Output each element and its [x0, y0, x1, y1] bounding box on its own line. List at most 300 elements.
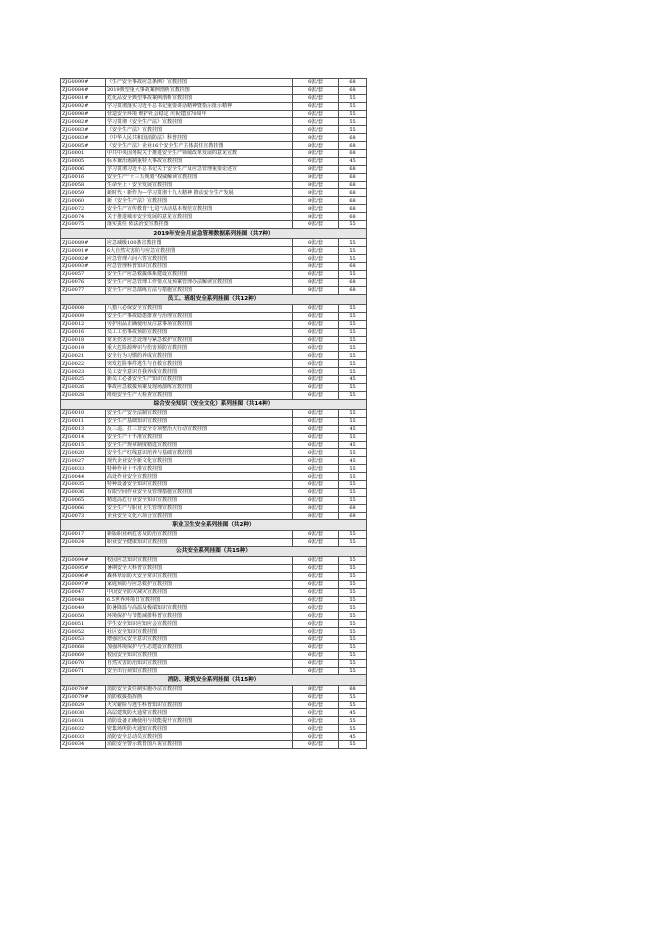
item-name-cell: 家庭预防与应急救护宣教挂图 [106, 580, 293, 588]
item-code-cell: ZJG0011 [61, 417, 106, 425]
item-code-cell: ZJG0083# [61, 134, 106, 142]
table-row [61, 255, 367, 263]
item-name-cell: 职业安全健康知识宣教挂图 [106, 538, 293, 546]
table-row [61, 496, 367, 504]
item-price-cell: 55 [339, 628, 367, 636]
item-price-cell: 55 [339, 481, 367, 489]
item-name-cell: 自然灾害防治知识宣教挂图 [106, 659, 293, 667]
item-code-cell: ZJG0010 [61, 410, 106, 418]
item-unit-cell: 6张/套 [293, 651, 339, 659]
item-unit-cell: 6张/套 [293, 126, 339, 134]
item-unit-cell: 6张/套 [293, 725, 339, 733]
item-name-cell: 暑期安全大科普宣教挂图 [106, 564, 293, 572]
item-unit-cell: 6张/套 [293, 320, 339, 328]
item-code-cell: ZJG0089# [61, 239, 106, 247]
item-price-cell: 55 [339, 360, 367, 368]
item-unit-cell: 6张/套 [293, 596, 339, 604]
item-name-cell: 社区安全知识宣教挂图 [106, 628, 293, 636]
item-unit-cell: 6张/套 [293, 457, 339, 465]
section-header [61, 675, 367, 685]
item-unit-cell: 8张/套 [293, 197, 339, 205]
item-unit-cell: 6张/套 [293, 79, 339, 87]
item-code-cell: ZJG0019 [61, 344, 106, 352]
item-unit-cell: 6张/套 [293, 391, 339, 399]
item-unit-cell: 6张/套 [293, 410, 339, 418]
item-unit-cell: 8张/套 [293, 173, 339, 181]
table-row [61, 189, 367, 197]
item-unit-cell: 6张/套 [293, 441, 339, 449]
item-unit-cell: 6张/套 [293, 344, 339, 352]
price-list-body [61, 79, 367, 749]
item-unit-cell: 6张/套 [293, 530, 339, 538]
item-unit-cell: 6张/套 [293, 604, 339, 612]
item-name-cell: 精选高危行业安全知识宣教挂图 [106, 496, 293, 504]
item-name-cell: 新版职业病危害及防治宣教挂图 [106, 530, 293, 538]
item-code-cell: ZJG0083# [61, 126, 106, 134]
item-unit-cell: 6张/套 [293, 496, 339, 504]
item-code-cell: ZJG0096# [61, 572, 106, 580]
item-price-cell: 55 [339, 391, 367, 399]
item-price-cell: 55 [339, 701, 367, 709]
section-title: 2019年安全月应急管理数据系列挂图（共7种） [61, 228, 367, 238]
item-code-cell: ZJG0077 [61, 286, 106, 294]
item-code-cell: ZJG0084# [61, 86, 106, 94]
item-price-cell: 68 [339, 79, 367, 87]
item-unit-cell: 6张/套 [293, 425, 339, 433]
table-row [61, 165, 367, 173]
item-price-cell: 55 [339, 651, 367, 659]
item-unit-cell: 6张/套 [293, 572, 339, 580]
item-unit-cell: 6张/套 [293, 94, 339, 102]
item-price-cell: 55 [339, 383, 367, 391]
item-code-cell: ZJG0016 [61, 173, 106, 181]
item-price-cell: 55 [339, 344, 367, 352]
item-code-cell: ZJG0001 [61, 150, 106, 158]
item-name-cell: 环境保护与节能减排科普宣教挂图 [106, 612, 293, 620]
item-price-cell: 55 [339, 410, 367, 418]
item-code-cell: ZJG0076 [61, 278, 106, 286]
item-name-cell: 学习贯彻《安全生产法》宣教挂图 [106, 118, 293, 126]
item-unit-cell: 8张/套 [293, 286, 339, 294]
table-row [61, 580, 367, 588]
item-price-cell: 55 [339, 126, 367, 134]
table-row [61, 685, 367, 693]
item-unit-cell: 6张/套 [293, 580, 339, 588]
item-code-cell: ZJG0020 [61, 449, 106, 457]
item-unit-cell: 6张/套 [293, 481, 339, 489]
item-price-cell: 68 [339, 278, 367, 286]
item-code-cell: ZJG0091# [61, 247, 106, 255]
item-unit-cell: 6张/套 [293, 733, 339, 741]
item-name-cell: 企业安全文化六项合宣教挂图 [106, 512, 293, 520]
table-row [61, 628, 367, 636]
item-name-cell: 增强居民安全意识宣教挂图 [106, 635, 293, 643]
item-code-cell: ZJG0099# [61, 79, 106, 87]
item-unit-cell: 8张/套 [293, 685, 339, 693]
item-price-cell: 55 [339, 635, 367, 643]
item-name-cell: 安全生产规章制度精选宣教挂图 [106, 441, 293, 449]
item-name-cell: 安全生产应急管理工作要点及预案管理办法解读宣教挂图 [106, 278, 293, 286]
table-row [61, 449, 367, 457]
item-name-cell: 消防安全警示教育图片说宣教挂图 [106, 741, 293, 749]
item-name-cell: 高处作业安全宣教挂图 [106, 473, 293, 481]
table-row [61, 181, 367, 189]
item-name-cell: 防暑降温与高温及极端知识宣教挂图 [106, 604, 293, 612]
item-unit-cell: 6张/套 [293, 383, 339, 391]
item-code-cell: ZJG0052 [61, 628, 106, 636]
table-row [61, 417, 367, 425]
item-price-cell: 55 [339, 643, 367, 651]
item-price-cell: 55 [339, 221, 367, 229]
table-row [61, 441, 367, 449]
item-price-cell: 55 [339, 110, 367, 118]
item-price-cell: 55 [339, 717, 367, 725]
table-row [61, 635, 367, 643]
item-name-cell: 现代企业安全新文化宣教挂图 [106, 457, 293, 465]
item-code-cell: ZJG0033 [61, 465, 106, 473]
table-row [61, 94, 367, 102]
table-row [61, 410, 367, 418]
item-unit-cell: 6张/套 [293, 336, 339, 344]
item-code-cell: ZJG0017 [61, 530, 106, 538]
item-unit-cell: 6张/套 [293, 239, 339, 247]
item-unit-cell: 6张/套 [293, 247, 339, 255]
item-name-cell: 反三违、打三非安全专项整治大行动宣教挂图 [106, 425, 293, 433]
table-row [61, 741, 367, 749]
item-name-cell: 学生安全知识应知应会宣教挂图 [106, 620, 293, 628]
item-code-cell: ZJG0065 [61, 496, 106, 504]
item-name-cell: 《安全生产法》宣教挂图 [106, 126, 293, 134]
item-unit-cell: 8张/套 [293, 181, 339, 189]
item-price-cell: 55 [339, 102, 367, 110]
item-price-cell: 45 [339, 425, 367, 433]
item-unit-cell: 6张/套 [293, 488, 339, 496]
table-row [61, 134, 367, 142]
item-unit-cell: 6张/套 [293, 557, 339, 565]
item-unit-cell: 8张/套 [293, 213, 339, 221]
item-name-cell: 中国安全防灾减灾宣教挂图 [106, 588, 293, 596]
table-row [61, 433, 367, 441]
item-code-cell: ZJG0053 [61, 635, 106, 643]
item-code-cell: ZJG0069 [61, 651, 106, 659]
table-row [61, 596, 367, 604]
item-name-cell: 6大自然灾害防与应急宣教挂图 [106, 247, 293, 255]
item-unit-cell: 6张/套 [293, 659, 339, 667]
item-unit-cell: 6张/套 [293, 375, 339, 383]
table-row [61, 693, 367, 701]
item-code-cell: ZJG0035 [61, 481, 106, 489]
section-header [61, 228, 367, 238]
table-row [61, 360, 367, 368]
item-unit-cell: 6张/套 [293, 352, 339, 360]
item-code-cell: ZJG0079# [61, 693, 106, 701]
item-code-cell: ZJG0014 [61, 433, 106, 441]
table-row [61, 620, 367, 628]
table-row [61, 473, 367, 481]
item-price-cell: 55 [339, 667, 367, 675]
item-unit-cell: 6张/套 [293, 701, 339, 709]
item-code-cell: ZJG0033 [61, 733, 106, 741]
item-name-cell: 《安全生产法》企业16个安全生产主体责任宣教挂图 [106, 142, 293, 150]
section-header [61, 520, 367, 530]
item-unit-cell: 6张/套 [293, 221, 339, 229]
table-row [61, 368, 367, 376]
item-price-cell: 55 [339, 352, 367, 360]
section-header [61, 546, 367, 556]
table-row [61, 481, 367, 489]
table-row [61, 643, 367, 651]
item-name-cell: 新员工必备安全生产知识宣教挂图 [106, 375, 293, 383]
item-name-cell: 安全出行须知宣教挂图 [106, 667, 293, 675]
item-name-cell: 员工安全意识自我养成宣教挂图 [106, 368, 293, 376]
item-price-cell: 45 [339, 733, 367, 741]
table-row [61, 538, 367, 546]
item-code-cell: ZJG0068 [61, 643, 106, 651]
item-price-cell: 55 [339, 596, 367, 604]
item-code-cell: ZJG0049 [61, 604, 106, 612]
table-row [61, 465, 367, 473]
item-code-cell: ZJG0006 [61, 165, 106, 173]
item-name-cell: 安全生产红线意识培养与基础宣教挂图 [106, 449, 293, 457]
item-code-cell: ZJG0024 [61, 538, 106, 546]
item-name-cell: 安全生产十不准宣教挂图 [106, 433, 293, 441]
item-unit-cell: 8张/套 [293, 512, 339, 520]
item-name-cell: 校园安全知识宣教挂图 [106, 651, 293, 659]
item-name-cell: 密集场所防火通知宣教挂图 [106, 725, 293, 733]
item-price-cell: 55 [339, 304, 367, 312]
item-unit-cell: 8张/套 [293, 189, 339, 197]
item-name-cell: 消防设备正确使用与技能提升宣教挂图 [106, 717, 293, 725]
item-code-cell: ZJG0059 [61, 189, 106, 197]
item-code-cell: ZJG0044 [61, 473, 106, 481]
item-price-cell: 55 [339, 118, 367, 126]
item-name-cell: 2019典型重大事故案例剖析宣教挂图 [106, 86, 293, 94]
item-price-cell: 55 [339, 433, 367, 441]
item-price-cell: 68 [339, 134, 367, 142]
item-price-cell: 68 [339, 165, 367, 173]
item-price-cell: 45 [339, 157, 367, 165]
item-price-cell: 68 [339, 189, 367, 197]
item-price-cell: 55 [339, 336, 367, 344]
item-price-cell: 55 [339, 270, 367, 278]
item-name-cell: 《生产安全事故应急条例》宣教挂图 [106, 79, 293, 87]
item-code-cell: ZJG0082# [61, 118, 106, 126]
item-name-cell: 安全生产事故隐患排查与治理宣教挂图 [106, 312, 293, 320]
item-name-cell: 消防救援指挥画 [106, 693, 293, 701]
item-unit-cell: 6张/套 [293, 741, 339, 749]
item-name-cell: 安全生产基础知识宣教挂图 [106, 417, 293, 425]
item-code-cell: ZJG0008 [61, 304, 106, 312]
price-list-table [60, 78, 367, 749]
item-name-cell: 应急减级100条宣教挂图 [106, 239, 293, 247]
section-header [61, 294, 367, 304]
item-price-cell: 55 [339, 247, 367, 255]
section-title: 职业卫生安全系列挂图（共2种） [61, 520, 367, 530]
item-unit-cell: 6张/套 [293, 255, 339, 263]
item-price-cell: 55 [339, 417, 367, 425]
item-price-cell: 55 [339, 496, 367, 504]
table-row [61, 213, 367, 221]
item-code-cell: ZJG0074 [61, 213, 106, 221]
item-code-cell: ZJG0027 [61, 457, 106, 465]
table-row [61, 604, 367, 612]
item-code-cell: ZJG0098# [61, 110, 106, 118]
item-unit-cell: 6张/套 [293, 86, 339, 94]
item-price-cell: 55 [339, 725, 367, 733]
item-unit-cell: 6张/套 [293, 612, 339, 620]
item-unit-cell: 6张/套 [293, 110, 339, 118]
table-row [61, 564, 367, 572]
item-unit-cell: 6张/套 [293, 538, 339, 546]
item-price-cell: 55 [339, 488, 367, 496]
item-price-cell: 68 [339, 86, 367, 94]
item-unit-cell: 8张/套 [293, 142, 339, 150]
item-code-cell: ZJG0012 [61, 320, 106, 328]
item-name-cell: 特种作业十不准宣教挂图 [106, 465, 293, 473]
item-name-cell: 标本兼治遏制重特大事故宣教挂图 [106, 157, 293, 165]
item-code-cell: ZJG0051 [61, 620, 106, 628]
item-name-cell: 班组安全生产大检查宣教挂图 [106, 391, 293, 399]
item-unit-cell: 6张/套 [293, 328, 339, 336]
item-name-cell: 重大危险源辨识与伤害预防宣教挂图 [106, 344, 293, 352]
item-code-cell: ZJG0013 [61, 425, 106, 433]
item-price-cell: 55 [339, 693, 367, 701]
item-price-cell: 68 [339, 213, 367, 221]
table-row [61, 512, 367, 520]
item-unit-cell: 6张/套 [293, 564, 339, 572]
table-row [61, 102, 367, 110]
item-price-cell: 55 [339, 572, 367, 580]
table-row [61, 530, 367, 538]
item-code-cell: ZJG0034 [61, 741, 106, 749]
item-unit-cell: 6张/套 [293, 693, 339, 701]
table-row [61, 126, 367, 134]
item-name-cell: 营造安全环境 维护社会稳定 庆祝建国70周年 [106, 110, 293, 118]
item-price-cell: 68 [339, 150, 367, 158]
item-name-cell: 突发危险事件逃生与自救宣教挂图 [106, 360, 293, 368]
item-name-cell: 生命至上・安全发展宣教挂图 [106, 181, 293, 189]
item-unit-cell: 8张/套 [293, 165, 339, 173]
item-name-cell: 中共中央国务院关于推进安全生产领域改革发展的意见宣教 [106, 150, 293, 158]
item-name-cell: 安全生产与职业卫生管理宣教挂图 [106, 504, 293, 512]
item-price-cell: 55 [339, 255, 367, 263]
item-price-cell: 68 [339, 286, 367, 294]
item-code-cell: ZJG0058 [61, 181, 106, 189]
item-name-cell: 学习贯彻落实习近平总书记重要讲话精神暨指示批示精神 [106, 102, 293, 110]
item-name-cell: 高层建筑防火通常宣教挂图 [106, 709, 293, 717]
item-name-cell: 新时代・新作为—学习贯彻十九大精神 推动安全生产发展 [106, 189, 293, 197]
item-code-cell: ZJG0085# [61, 142, 106, 150]
item-price-cell: 55 [339, 465, 367, 473]
item-name-cell: 事故应急救援预案及现场演练宣教挂图 [106, 383, 293, 391]
item-code-cell: ZJG0016 [61, 328, 106, 336]
item-name-cell: 《中华人民共和国消防法》科普挂图 [106, 134, 293, 142]
item-price-cell: 55 [339, 741, 367, 749]
item-price-cell: 55 [339, 239, 367, 247]
item-price-cell: 68 [339, 173, 367, 181]
item-unit-cell: 6张/套 [293, 635, 339, 643]
table-row [61, 651, 367, 659]
item-unit-cell: 6张/套 [293, 312, 339, 320]
item-price-cell: 55 [339, 449, 367, 457]
section-title: 综合安全知识（安全文化）系列挂图（共14种） [61, 399, 367, 409]
item-code-cell: ZJG0092# [61, 255, 106, 263]
table-row [61, 320, 367, 328]
table-row [61, 457, 367, 465]
item-unit-cell: 6张/套 [293, 588, 339, 596]
item-name-cell: 消防安全责任制实施办法宣教挂图 [106, 685, 293, 693]
item-price-cell: 55 [339, 557, 367, 565]
table-row [61, 157, 367, 165]
item-price-cell: 55 [339, 604, 367, 612]
item-price-cell: 55 [339, 312, 367, 320]
item-unit-cell: 6张/套 [293, 157, 339, 165]
table-row [61, 262, 367, 270]
item-code-cell: ZJG0009 [61, 312, 106, 320]
item-price-cell: 68 [339, 504, 367, 512]
table-row [61, 383, 367, 391]
item-code-cell: ZJG0025 [61, 375, 106, 383]
item-price-cell: 55 [339, 328, 367, 336]
item-name-cell: 火灾避险与逃生科普知识宣教挂图 [106, 701, 293, 709]
item-code-cell: ZJG0018 [61, 336, 106, 344]
table-row [61, 336, 367, 344]
item-name-cell: 安全行为习惯的养成宣教挂图 [106, 352, 293, 360]
item-unit-cell: 6张/套 [293, 449, 339, 457]
item-code-cell: ZJG0047 [61, 588, 106, 596]
item-price-cell: 68 [339, 197, 367, 205]
item-price-cell: 45 [339, 441, 367, 449]
table-row [61, 588, 367, 596]
item-unit-cell: 6张/套 [293, 360, 339, 368]
item-code-cell: ZJG0026 [61, 383, 106, 391]
item-code-cell: ZJG0092# [61, 102, 106, 110]
item-code-cell: ZJG0015 [61, 441, 106, 449]
table-row [61, 270, 367, 278]
item-name-cell: 加强环境保护与生态建设宣教挂图 [106, 643, 293, 651]
item-code-cell: ZJG0066 [61, 504, 106, 512]
item-unit-cell: 6张/套 [293, 465, 339, 473]
item-name-cell: 危化品安全典型事故案例剖析宣教挂图 [106, 94, 293, 102]
item-price-cell: 55 [339, 473, 367, 481]
item-code-cell: ZJG0050 [61, 612, 106, 620]
item-price-cell: 55 [339, 588, 367, 596]
item-code-cell: ZJG0030 [61, 709, 106, 717]
table-row [61, 197, 367, 205]
item-unit-cell: 8张/套 [293, 278, 339, 286]
item-code-cell: ZJG0021 [61, 352, 106, 360]
item-price-cell: 68 [339, 142, 367, 150]
item-code-cell: ZJG0031 [61, 717, 106, 725]
item-unit-cell: 6张/套 [293, 628, 339, 636]
item-price-cell: 68 [339, 262, 367, 270]
section-title: 公共安全系列挂图（共15种） [61, 546, 367, 556]
table-row [61, 286, 367, 294]
item-code-cell: ZJG0097# [61, 580, 106, 588]
item-name-cell: 消防安全总动员宣教挂图 [106, 733, 293, 741]
item-name-cell: 6.5世界环境日宣教挂图 [106, 596, 293, 604]
item-unit-cell: 6张/套 [293, 620, 339, 628]
item-name-cell: 常见伤害应急处理与紧急救护宣教挂图 [106, 336, 293, 344]
table-row [61, 725, 367, 733]
item-unit-cell: 6张/套 [293, 118, 339, 126]
table-row [61, 391, 367, 399]
item-name-cell: 安全生产“十三五规划”权威解读宣教挂图 [106, 173, 293, 181]
table-row [61, 659, 367, 667]
item-code-cell: ZJG0072 [61, 205, 106, 213]
item-unit-cell: 6张/套 [293, 270, 339, 278]
item-unit-cell: 8张/套 [293, 150, 339, 158]
